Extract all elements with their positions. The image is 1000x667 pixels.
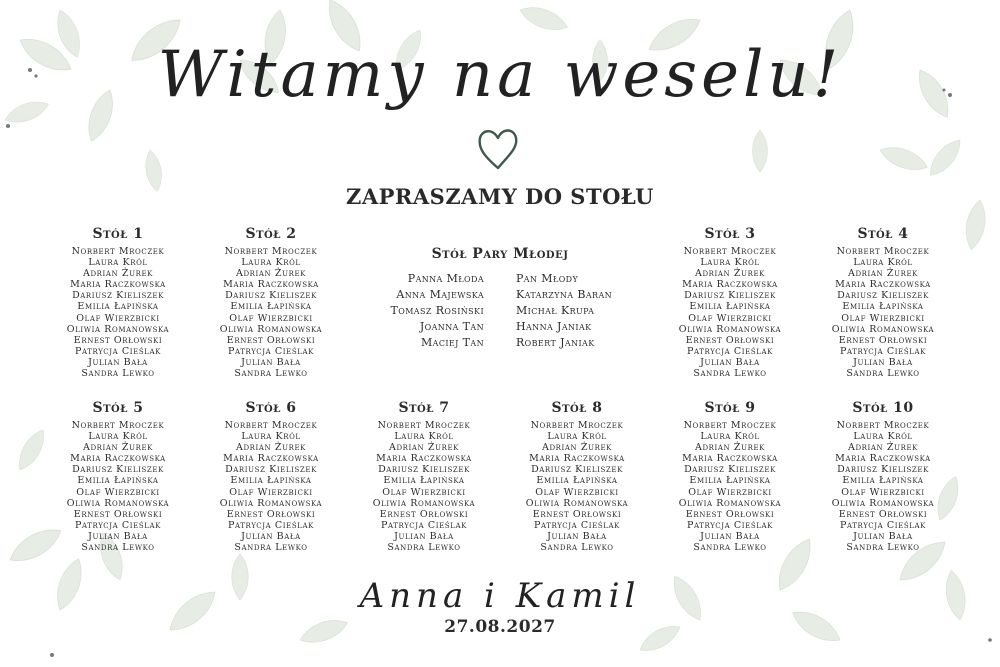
heart-icon xyxy=(476,124,520,174)
table-title: Stół 4 xyxy=(857,226,909,242)
guest-name: Hanna Janiak xyxy=(516,320,592,333)
guest-name: Patrycja Cieślak xyxy=(75,519,161,531)
guest-name: Julian Bała xyxy=(700,356,760,368)
guest-list xyxy=(655,420,805,553)
table-title: Stół 8 xyxy=(551,400,603,416)
guest-name: Laura Król xyxy=(853,431,913,443)
guest-name: Oliwia Romanowska xyxy=(831,497,935,509)
guest-name: Sandra Lewko xyxy=(81,368,155,380)
guest-name: Sandra Lewko xyxy=(846,368,920,380)
guest-name: Norbert Mroczek xyxy=(683,246,777,257)
guest-name: Ernest Orłowski xyxy=(226,508,316,520)
guest-name: Oliwia Romanowska xyxy=(678,323,782,335)
guest-name: Julian Bała xyxy=(394,530,454,542)
guest-name: Patrycja Cieślak xyxy=(228,345,314,357)
couple-names: Anna i Kamil xyxy=(359,576,641,616)
table-title: Stół 1 xyxy=(92,226,144,242)
guest-name: Dariusz Kieliszek xyxy=(837,464,929,476)
guest-name: Julian Bała xyxy=(853,530,913,542)
guest-name: Olaf Wierzbicki xyxy=(688,312,772,324)
guest-name: Laura Król xyxy=(853,257,913,269)
guest-name: Ernest Orłowski xyxy=(685,508,775,520)
guest-name: Patrycja Cieślak xyxy=(840,345,926,357)
guest-name: Anna Majewska xyxy=(396,288,484,301)
guest-name: Patrycja Cieślak xyxy=(687,519,773,531)
table-6 xyxy=(196,400,346,553)
table-title: Stół 3 xyxy=(704,226,756,242)
guest-name: Norbert Mroczek xyxy=(683,420,777,431)
guest-name: Oliwia Romanowska xyxy=(372,497,476,509)
guest-name: Laura Król xyxy=(241,431,301,443)
guest-name: Michał Krupa xyxy=(516,304,595,317)
guest-name: Olaf Wierzbicki xyxy=(229,312,313,324)
guest-name: Maria Raczkowska xyxy=(376,453,472,465)
guest-name: Ernest Orłowski xyxy=(73,334,163,346)
head-table-rows xyxy=(380,272,620,362)
guest-name: Norbert Mroczek xyxy=(377,420,471,431)
guest-name: Sandra Lewko xyxy=(693,542,767,554)
guest-name: Robert Janiak xyxy=(516,336,595,349)
guest-name: Adrian Żurek xyxy=(694,442,766,454)
guest-name: Emilia Łapińska xyxy=(230,475,312,487)
guest-name: Maria Raczkowska xyxy=(223,279,319,291)
head-table-row xyxy=(380,304,620,320)
guest-name: Joanna Tan xyxy=(419,320,484,333)
guest-name: Maria Raczkowska xyxy=(223,453,319,465)
guest-name: Olaf Wierzbicki xyxy=(535,486,619,498)
guest-name: Dariusz Kieliszek xyxy=(684,464,776,476)
guest-name: Adrian Żurek xyxy=(847,268,919,280)
guest-name: Maria Raczkowska xyxy=(529,453,625,465)
table-4 xyxy=(808,226,958,379)
guest-name: Dariusz Kieliszek xyxy=(225,290,317,302)
guest-name: Sandra Lewko xyxy=(234,542,308,554)
table-3 xyxy=(655,226,805,379)
table-title: Stół 10 xyxy=(852,400,914,416)
guest-list xyxy=(196,420,346,553)
guest-name: Adrian Żurek xyxy=(82,268,154,280)
guest-name: Adrian Żurek xyxy=(235,268,307,280)
guest-name: Ernest Orłowski xyxy=(532,508,622,520)
guest-name: Sandra Lewko xyxy=(846,542,920,554)
guest-list xyxy=(808,420,958,553)
head-table-row xyxy=(380,272,620,288)
table-2 xyxy=(196,226,346,379)
guest-name: Sandra Lewko xyxy=(387,542,461,554)
guest-name: Ernest Orłowski xyxy=(685,334,775,346)
guest-name: Oliwia Romanowska xyxy=(219,323,323,335)
guest-name: Katarzyna Baran xyxy=(516,288,613,301)
guest-name: Norbert Mroczek xyxy=(836,246,930,257)
head-table-row xyxy=(380,336,620,352)
welcome-heading: Witamy na weselu! xyxy=(157,38,843,112)
guest-name: Maria Raczkowska xyxy=(682,279,778,291)
guest-name: Emilia Łapińska xyxy=(689,301,771,313)
table-title: Stół 2 xyxy=(245,226,297,242)
guest-list xyxy=(655,246,805,379)
head-table-title: Stół Pary Młodej xyxy=(431,246,569,262)
guest-list xyxy=(43,246,193,379)
guest-name: Patrycja Cieślak xyxy=(75,345,161,357)
guest-name: Adrian Żurek xyxy=(82,442,154,454)
guest-name: Julian Bała xyxy=(88,356,148,368)
guest-name: Dariusz Kieliszek xyxy=(72,290,164,302)
guest-list xyxy=(349,420,499,553)
guest-name: Norbert Mroczek xyxy=(530,420,624,431)
guest-name: Adrian Żurek xyxy=(541,442,613,454)
guest-name: Maria Raczkowska xyxy=(682,453,778,465)
wedding-date: 27.08.2027 xyxy=(444,617,556,637)
table-title: Stół 7 xyxy=(398,400,450,416)
invite-subtitle: ZAPRASZAMY DO STOŁU xyxy=(346,184,654,209)
guest-name: Emilia Łapińska xyxy=(842,301,924,313)
guest-name: Olaf Wierzbicki xyxy=(76,486,160,498)
head-table-row xyxy=(380,320,620,336)
guest-name: Tomasz Rosiński xyxy=(390,304,484,317)
guest-name: Norbert Mroczek xyxy=(836,420,930,431)
guest-name: Emilia Łapińska xyxy=(230,301,312,313)
guest-name: Olaf Wierzbicki xyxy=(382,486,466,498)
guest-name: Olaf Wierzbicki xyxy=(841,312,925,324)
guest-name: Dariusz Kieliszek xyxy=(531,464,623,476)
guest-list xyxy=(43,420,193,553)
guest-list xyxy=(808,246,958,379)
guest-name: Emilia Łapińska xyxy=(536,475,618,487)
table-10 xyxy=(808,400,958,553)
guest-name: Adrian Żurek xyxy=(388,442,460,454)
guest-name: Oliwia Romanowska xyxy=(66,497,170,509)
guest-name: Oliwia Romanowska xyxy=(66,323,170,335)
guest-name: Ernest Orłowski xyxy=(73,508,163,520)
guest-name: Olaf Wierzbicki xyxy=(688,486,772,498)
guest-name: Maciej Tan xyxy=(421,336,484,349)
guest-name: Ernest Orłowski xyxy=(838,508,928,520)
guest-list xyxy=(502,420,652,553)
guest-name: Norbert Mroczek xyxy=(71,246,165,257)
guest-name: Olaf Wierzbicki xyxy=(229,486,313,498)
guest-name: Adrian Żurek xyxy=(235,442,307,454)
guest-name: Patrycja Cieślak xyxy=(228,519,314,531)
guest-name: Dariusz Kieliszek xyxy=(378,464,470,476)
guest-name: Maria Raczkowska xyxy=(70,453,166,465)
table-title: Stół 6 xyxy=(245,400,297,416)
guest-name: Sandra Lewko xyxy=(81,542,155,554)
guest-name: Sandra Lewko xyxy=(693,368,767,380)
guest-name: Norbert Mroczek xyxy=(224,246,318,257)
guest-name: Emilia Łapińska xyxy=(689,475,771,487)
guest-name: Norbert Mroczek xyxy=(224,420,318,431)
guest-name: Oliwia Romanowska xyxy=(678,497,782,509)
guest-name: Emilia Łapińska xyxy=(383,475,465,487)
guest-name: Maria Raczkowska xyxy=(835,453,931,465)
guest-name: Adrian Żurek xyxy=(847,442,919,454)
guest-name: Norbert Mroczek xyxy=(71,420,165,431)
guest-name: Olaf Wierzbicki xyxy=(76,312,160,324)
guest-name: Emilia Łapińska xyxy=(77,475,159,487)
guest-name: Olaf Wierzbicki xyxy=(841,486,925,498)
guest-name: Panna Młoda xyxy=(407,272,484,285)
table-9 xyxy=(655,400,805,553)
guest-name: Maria Raczkowska xyxy=(70,279,166,291)
guest-name: Adrian Żurek xyxy=(694,268,766,280)
table-1 xyxy=(43,226,193,379)
guest-list xyxy=(196,246,346,379)
guest-name: Julian Bała xyxy=(547,530,607,542)
guest-name: Julian Bała xyxy=(241,530,301,542)
guest-name: Laura Król xyxy=(700,257,760,269)
guest-name: Emilia Łapińska xyxy=(842,475,924,487)
table-title: Stół 5 xyxy=(92,400,144,416)
guest-name: Julian Bała xyxy=(853,356,913,368)
table-title: Stół 9 xyxy=(704,400,756,416)
guest-name: Maria Raczkowska xyxy=(835,279,931,291)
guest-name: Dariusz Kieliszek xyxy=(684,290,776,302)
guest-name: Oliwia Romanowska xyxy=(525,497,629,509)
guest-name: Julian Bała xyxy=(88,530,148,542)
guest-name: Laura Król xyxy=(88,431,148,443)
guest-name: Dariusz Kieliszek xyxy=(837,290,929,302)
guest-name: Julian Bała xyxy=(241,356,301,368)
guest-name: Dariusz Kieliszek xyxy=(225,464,317,476)
head-table-row xyxy=(380,288,620,304)
guest-name: Patrycja Cieślak xyxy=(687,345,773,357)
guest-name: Laura Król xyxy=(700,431,760,443)
guest-name: Laura Król xyxy=(88,257,148,269)
guest-name: Ernest Orłowski xyxy=(226,334,316,346)
guest-name: Dariusz Kieliszek xyxy=(72,464,164,476)
guest-name: Laura Król xyxy=(394,431,454,443)
guest-name: Patrycja Cieślak xyxy=(381,519,467,531)
table-5 xyxy=(43,400,193,553)
guest-name: Laura Król xyxy=(547,431,607,443)
guest-name: Ernest Orłowski xyxy=(379,508,469,520)
table-8 xyxy=(502,400,652,553)
guest-name: Sandra Lewko xyxy=(234,368,308,380)
guest-name: Laura Król xyxy=(241,257,301,269)
guest-name: Emilia Łapińska xyxy=(77,301,159,313)
guest-name: Oliwia Romanowska xyxy=(831,323,935,335)
guest-name: Sandra Lewko xyxy=(540,542,614,554)
guest-name: Ernest Orłowski xyxy=(838,334,928,346)
guest-name: Patrycja Cieślak xyxy=(840,519,926,531)
guest-name: Patrycja Cieślak xyxy=(534,519,620,531)
table-7 xyxy=(349,400,499,553)
guest-name: Pan Młody xyxy=(516,272,579,285)
head-table xyxy=(380,246,620,362)
guest-name: Julian Bała xyxy=(700,530,760,542)
guest-name: Oliwia Romanowska xyxy=(219,497,323,509)
